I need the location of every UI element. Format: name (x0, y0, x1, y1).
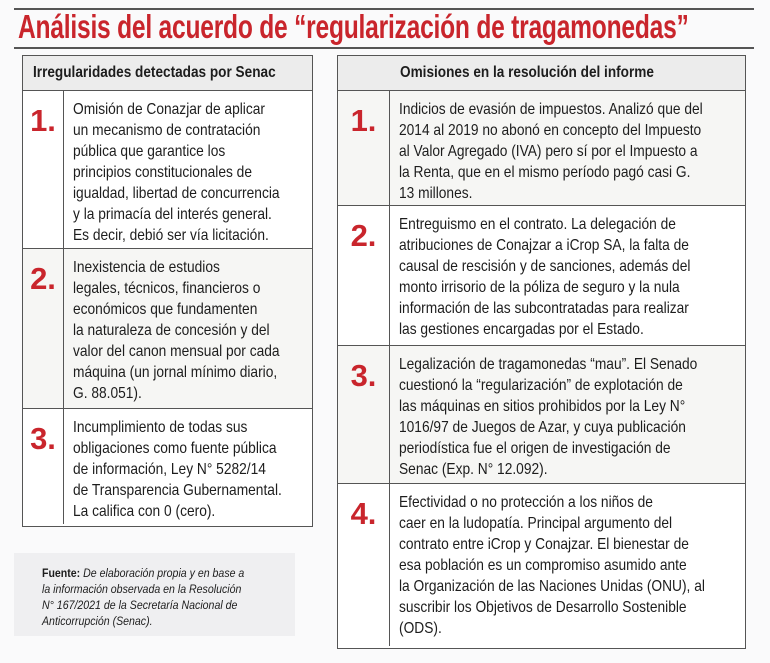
item-number: 1. (338, 91, 390, 205)
text-line: pública que garantice los (73, 143, 226, 160)
table-row (338, 484, 745, 646)
source-line: la información observada en la Resolución (42, 584, 242, 596)
text-line: máquina (un jornal mínimo diario, (73, 364, 278, 381)
text-line: la naturaleza de concesión y del (73, 322, 270, 339)
item-text (399, 99, 752, 204)
text-line: Efectividad o no protección a los niños de (399, 494, 653, 511)
table-row (338, 346, 745, 484)
text-line: Inexistencia de estudios (73, 259, 220, 276)
title-rule (14, 47, 754, 49)
header-label: Omisiones en la resolución del informe (400, 64, 654, 81)
text-line: Es decir, debió ser vía licitación. (73, 227, 269, 244)
text-line: información de las subcontratadas para realizar (399, 300, 689, 317)
text-line: Omisión de Conazjar de aplicar (73, 101, 265, 118)
text-line: valor del canon mensual por cada (73, 343, 280, 360)
text-line: económicos que fundamenten (73, 301, 258, 318)
text-line: al Valor Agregado (IVA) pero sí por el Impuesto a (399, 143, 698, 160)
text-line: Legalización de tragamonedas “mau”. El Senado (399, 356, 698, 373)
item-number: 4. (338, 484, 390, 646)
text-line: caer en la ludopatía. Principal argumento del (399, 515, 673, 532)
text-line: atribuciones de Conajzar a iCrop SA, la falta de (399, 237, 689, 254)
page-title: Análisis del acuerdo de “regularización de tragamonedas” (18, 8, 689, 45)
text-line: y la primacía del interés general. (73, 206, 272, 223)
text-line: obligaciones como fuente pública (73, 440, 277, 457)
source-line: De elaboración propia y en base a (83, 568, 245, 580)
item-text (73, 417, 316, 522)
header-label: Irregularidades detectadas por Senac (33, 64, 276, 81)
table-row (338, 206, 745, 346)
text-line: La califica con 0 (cero). (73, 503, 216, 520)
text-line: las gestiones encargadas por el Estado. (399, 321, 644, 338)
item-text (399, 354, 746, 480)
item-number: 3. (338, 346, 390, 483)
item-number: 1. (23, 91, 64, 248)
text-line: 2014 al 2019 no abonó en concepto del Impuesto (399, 122, 702, 139)
text-line: Indicios de evasión de impuestos. Analizó que del (399, 101, 703, 118)
table-row (23, 409, 312, 524)
text-line: la Renta, que en el mismo período pagó casi G. (399, 164, 691, 181)
text-line: esa población es un compromiso asumido ante (399, 557, 687, 574)
text-line: 1016/97 de Juegos de Azar, y cuya publicación (399, 419, 686, 436)
text-line: la Organización de las Naciones Unidas (ONU), al (399, 578, 705, 595)
text-line: Senac (Exp. N° 12.092). (399, 461, 548, 478)
text-line: causal de rescisión y de sanciones, además del (399, 258, 691, 275)
item-text (73, 99, 313, 246)
source-line: Anticorrupción (Senac). (42, 616, 153, 628)
text-line: un mecanismo de contratación (73, 122, 261, 139)
text-line: periodística fue el origen de investigación de (399, 440, 671, 457)
text-line: las máquinas en sitios prohibidos por la Ley N° (399, 398, 686, 415)
source-line: N° 167/2021 de la Secretaría Nacional de (42, 600, 238, 612)
source-note (14, 553, 295, 636)
table-row (23, 249, 312, 409)
item-text (73, 257, 313, 404)
text-line: suscribir los Objetivos de Desarrollo Sostenible (399, 599, 687, 616)
text-line: igualdad, libertad de concurrencia (73, 185, 280, 202)
text-line: 13 millones. (399, 185, 473, 202)
table-header (338, 56, 745, 91)
text-line: (ODS). (399, 620, 442, 637)
item-text (399, 492, 755, 639)
text-line: de información, Ley N° 5282/14 (73, 461, 266, 478)
table-header (23, 56, 312, 91)
omissions-table (337, 55, 746, 649)
irregularities-table (22, 55, 313, 527)
text-line: de Transparencia Gubernamental. (73, 482, 282, 499)
item-text (399, 214, 738, 340)
text-line: legales, técnicos, financieros o (73, 280, 261, 297)
table-row (23, 91, 312, 249)
text-line: Entreguismo en el contrato. La delegación de (399, 216, 676, 233)
text-line: principios constitucionales de (73, 164, 252, 181)
text-line: G. 88.051). (73, 385, 142, 402)
item-number: 2. (338, 206, 390, 345)
text-line: monto irrisorio de la póliza de seguro y la nula (399, 279, 680, 296)
text-line: cuestionó la “regularización” de explotación de (399, 377, 683, 394)
item-number: 2. (23, 249, 64, 408)
text-line: contrato entre iCrop y Conajzar. El bienestar de (399, 536, 689, 553)
text-line: Incumplimiento de todas sus (73, 419, 248, 436)
table-row (338, 91, 745, 206)
source-label: Fuente: (42, 568, 81, 580)
item-number: 3. (23, 409, 64, 524)
